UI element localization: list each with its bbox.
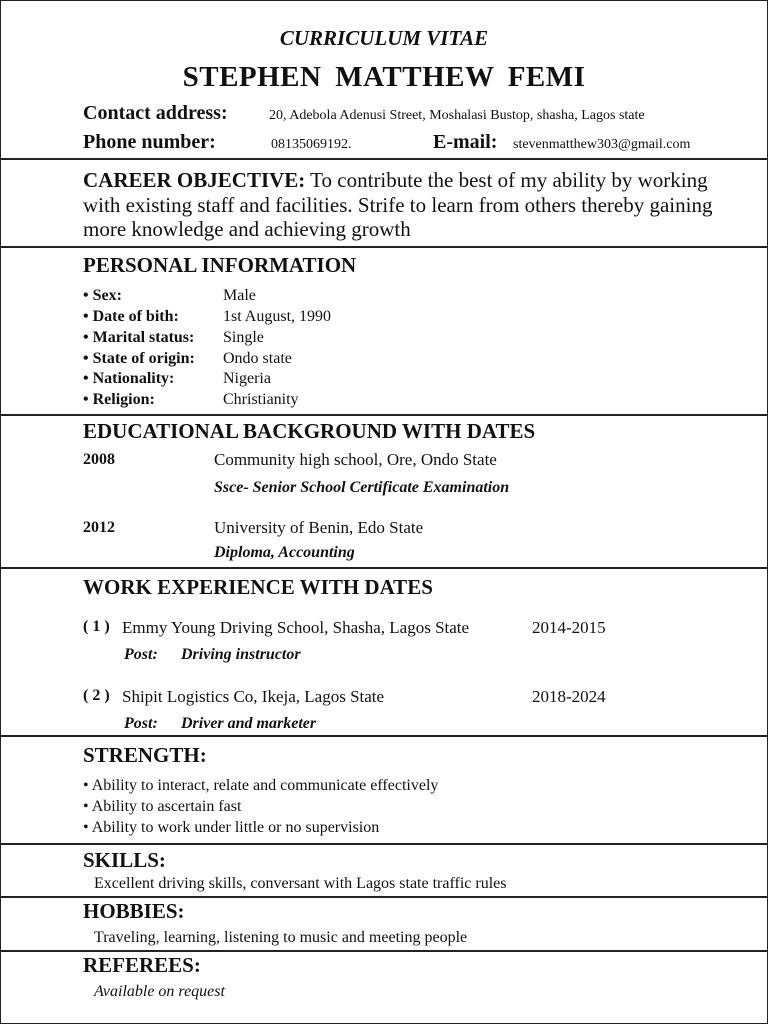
education-year: 2012 xyxy=(83,519,115,536)
education-qualification: Diploma, Accounting xyxy=(214,544,355,561)
strength-item: • Ability to interact, relate and communicate effectively xyxy=(83,777,439,794)
work-dates: 2014-2015 xyxy=(532,618,606,637)
referees-heading: REFEREES: xyxy=(83,953,201,977)
education-year: 2008 xyxy=(83,451,115,468)
work-entry-number: ( 2 ) xyxy=(83,687,110,704)
contact-address-label: Contact address: xyxy=(83,102,228,124)
education-qualification: Ssce- Senior School Certificate Examination xyxy=(214,479,510,496)
phone-label: Phone number: xyxy=(83,131,216,153)
personal-info-key: • Religion: xyxy=(83,391,155,408)
work-post-label: Post: xyxy=(124,646,158,663)
personal-info-row xyxy=(83,308,331,328)
work-entry-number: ( 1 ) xyxy=(83,618,110,635)
personal-info-key: • State of origin: xyxy=(83,350,195,367)
work-dates: 2018-2024 xyxy=(532,687,606,706)
personal-info-row xyxy=(83,329,264,349)
email-label: E-mail: xyxy=(433,131,498,153)
personal-info-row xyxy=(83,287,256,307)
work-experience-heading: WORK EXPERIENCE WITH DATES xyxy=(83,575,433,599)
skills-heading: SKILLS: xyxy=(83,848,166,872)
personal-info-key: • Nationality: xyxy=(83,370,175,387)
divider xyxy=(1,567,767,569)
divider xyxy=(1,414,767,416)
work-employer: Shipit Logistics Co, Ikeja, Lagos State xyxy=(122,687,385,706)
strength-heading: STRENGTH: xyxy=(83,743,207,767)
personal-info-value: Ondo state xyxy=(223,350,292,367)
work-post-label: Post: xyxy=(124,715,158,732)
divider xyxy=(1,735,767,737)
personal-info-key: • Date of bith: xyxy=(83,308,179,325)
personal-info-row xyxy=(83,350,292,370)
divider xyxy=(1,950,767,952)
career-objective-heading: CAREER OBJECTIVE: xyxy=(83,168,306,192)
personal-info-row xyxy=(83,391,299,411)
personal-info-value: 1st August, 1990 xyxy=(223,308,332,325)
personal-info-row xyxy=(83,370,271,390)
education-school: Community high school, Ore, Ondo State xyxy=(214,450,497,469)
email-value: stevenmatthew303@gmail.com xyxy=(513,137,691,152)
strength-item: • Ability to ascertain fast xyxy=(83,798,242,815)
divider xyxy=(1,896,767,898)
contact-address-value: 20, Adebola Adenusi Street, Moshalasi Bustop, shasha, Lagos state xyxy=(269,108,645,123)
work-post-title: Driver and marketer xyxy=(181,715,317,732)
work-employer: Emmy Young Driving School, Shasha, Lagos State xyxy=(122,618,470,637)
divider xyxy=(1,843,767,845)
personal-info-value: Male xyxy=(223,287,256,304)
divider xyxy=(1,246,767,248)
personal-info-heading: PERSONAL INFORMATION xyxy=(83,253,357,277)
personal-info-value: Single xyxy=(223,329,264,346)
document-type-label: CURRICULUM VITAE xyxy=(279,26,489,50)
career-objective xyxy=(83,168,743,242)
work-post-title: Driving instructor xyxy=(181,646,301,663)
education-heading: EDUCATIONAL BACKGROUND WITH DATES xyxy=(83,419,536,443)
candidate-name: STEPHEN MATTHEW FEMI xyxy=(182,61,586,93)
strength-item: • Ability to work under little or no supervision xyxy=(83,819,380,836)
hobbies-heading: HOBBIES: xyxy=(83,899,185,923)
personal-info-value: Nigeria xyxy=(223,370,271,387)
hobbies-text: Traveling, learning, listening to music and meeting people xyxy=(94,929,468,946)
skills-text: Excellent driving skills, conversant with Lagos state traffic rules xyxy=(94,875,507,892)
career-objective-text: To contribute the best of my ability by working with existing staff and facilities. Strife to learn from others thereby gaining more knowledge and achieving growth xyxy=(83,168,713,241)
referees-text: Available on request xyxy=(94,983,225,1000)
personal-info-key: • Sex: xyxy=(83,287,122,304)
divider xyxy=(1,158,767,160)
education-school: University of Benin, Edo State xyxy=(214,518,424,537)
personal-info-value: Christianity xyxy=(223,391,299,408)
phone-value: 08135069192. xyxy=(271,137,352,152)
personal-info-key: • Marital status: xyxy=(83,329,195,346)
